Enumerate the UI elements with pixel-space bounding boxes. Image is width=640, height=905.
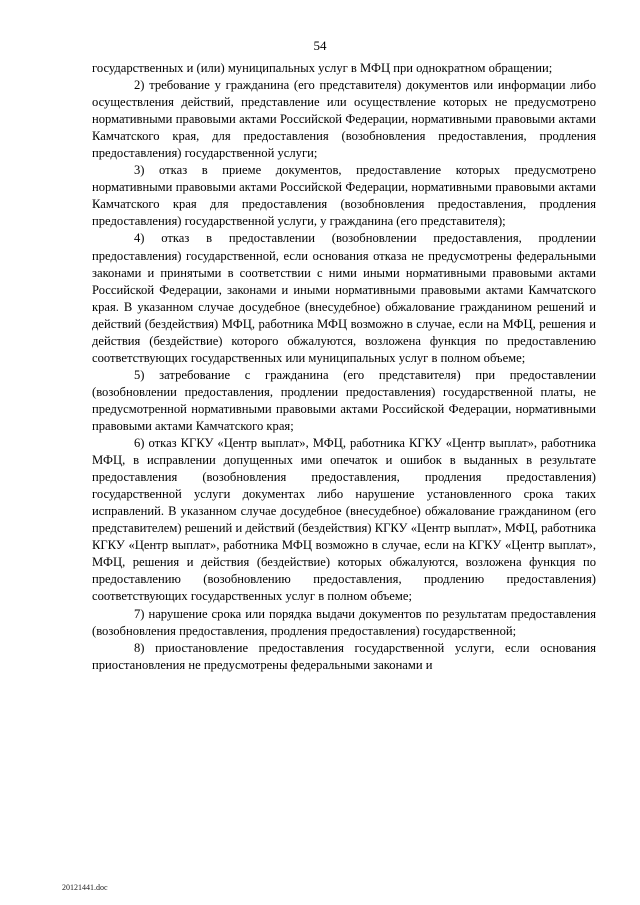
paragraph-continuation: государственных и (или) муниципальных услуг в МФЦ при однократном обращении;: [92, 61, 553, 75]
list-item-3: 3) отказ в приеме документов, предоставление которых предусмотрено нормативными правовыми актами Российской Федерации, нормативными правовыми актами Камчатского края для предоставления (возобновления предоставления, продления предоставления) государственной услуги, у гражданина (его представителя);: [92, 163, 596, 229]
document-body: [92, 60, 596, 674]
list-item-5: 5) затребование с гражданина (его представителя) при предоставлении (возобновлении предоставления, продлении предоставления) государственной платы, не предусмотренной нормативными правовыми актами Российской Федерации, нормативными правовыми актами Камчатского края;: [92, 367, 596, 433]
list-item-2: 2) требование у гражданина (его представителя) документов или информации либо осуществления действий, представление или осуществление которых не предусмотрено нормативными правовыми актами Российской Федерации, нормативными правовыми актами Камчатского края, для предоставления (возобновления предоставления, продления предоставления) государственной услуги;: [92, 78, 596, 161]
page-number: 54: [313, 38, 327, 53]
list-item-8: 8) приостановление предоставления государственной услуги, если основания приостановления не предусмотрены федеральными законами и: [92, 640, 596, 672]
list-item-6: 6) отказ КГКУ «Центр выплат», МФЦ, работника КГКУ «Центр выплат», работника МФЦ, в исправлении допущенных ими опечаток и ошибок в выданных в результате предоставления (возобновления предоставления, продления предоставления) государственной услуги документах либо нарушение установленного срока таких исправлений. В указанном случае досудебное (внесудебное) обжалование гражданином (его представителем) решений и действий (бездействия) КГКУ «Центр выплат», МФЦ, работника КГКУ «Центр выплат», работника МФЦ возможно в случае, если на КГКУ «Центр выплат», МФЦ, решения и действия (бездействие) которых обжалуются, возложена функция по предоставлению (возобновлению предоставления, продлению предоставления) соответствующих государственных услуг в полном объеме;: [92, 436, 596, 604]
list-item-7: 7) нарушение срока или порядка выдачи документов по результатам предоставления (возобновления предоставления, продления предоставления) государственной;: [92, 606, 596, 638]
list-item-4: 4) отказ в предоставлении (возобновлении предоставления, продлении предоставления) государственной, если основания отказа не предусмотрены федеральными законами и принятыми в соответствии с ними иными нормативными правовыми актами Российской Федерации, законами и иными нормативными правовыми актами Камчатского края. В указанном случае досудебное (внесудебное) обжалование гражданином решений и действий (бездействия) МФЦ, работника МФЦ возможно в случае, если на МФЦ, решения и действия (бездействие) которого обжалуются, возложена функция по предоставлению соответствующих государственных или муниципальных услуг в полном объеме;: [92, 231, 596, 365]
footer-filename: 20121441.doc: [62, 883, 108, 892]
